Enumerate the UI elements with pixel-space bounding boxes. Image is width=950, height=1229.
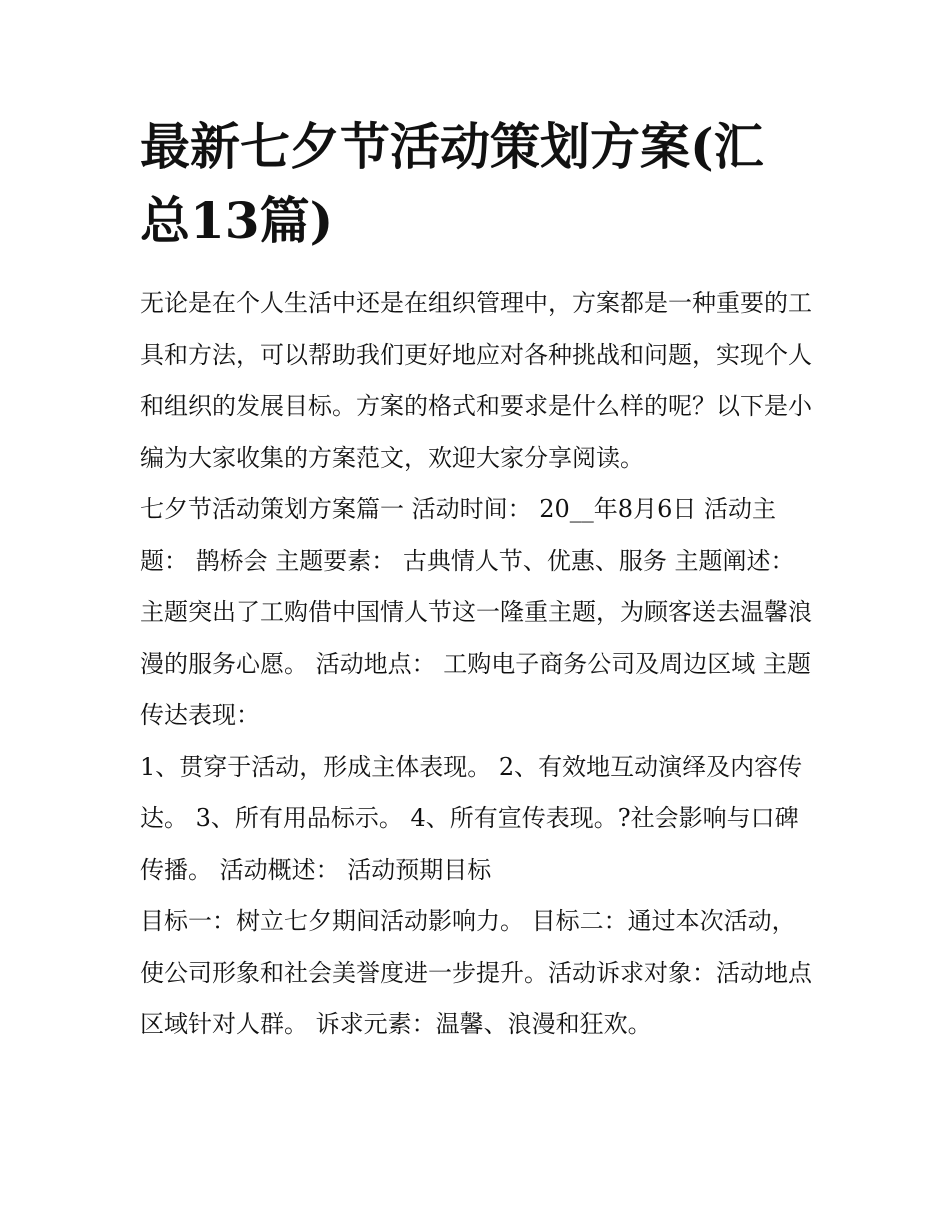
paragraph-theme: 主题突出了工购借中国情人节这一隆重主题，为顾客送去温馨浪漫的服务心愿。 活动地点： 工购电子商务公司及周边区域 主题传达表现：	[140, 598, 812, 729]
paragraph-activity-time: 七夕节活动策划方案篇一 活动时间： 20__年8月6日 活动主题： 鹊桥会 主题要素： 古典情人节、优惠、服务 主题阐述：	[140, 495, 795, 575]
paragraph-expression: 1、贯穿于活动，形成主体表现。 2、有效地互动演绎及内容传达。 3、所有用品标示。 4、所有宣传表现。?社会影响与口碑传播。 活动概述： 活动预期目标	[140, 752, 803, 884]
paragraph-goals: 目标一：树立七夕期间活动影响力。 目标二：通过本次活动，使公司形象和社会美誉度进一步提升。活动诉求对象：活动地点区域针对人群。 诉求元素：温馨、浪漫和狂欢。	[140, 907, 812, 1038]
document-title: 最新七夕节活动策划方案(汇总13篇)	[140, 117, 764, 250]
document-page	[140, 110, 812, 1051]
paragraph-intro: 无论是在个人生活中还是在组织管理中，方案都是一种重要的工具和方法，可以帮助我们更好地应对各种挑战和问题，实现个人和组织的发展目标。方案的格式和要求是什么样的呢？以下是小编为大家收集的方案范文，欢迎大家分享阅读。	[140, 289, 812, 472]
